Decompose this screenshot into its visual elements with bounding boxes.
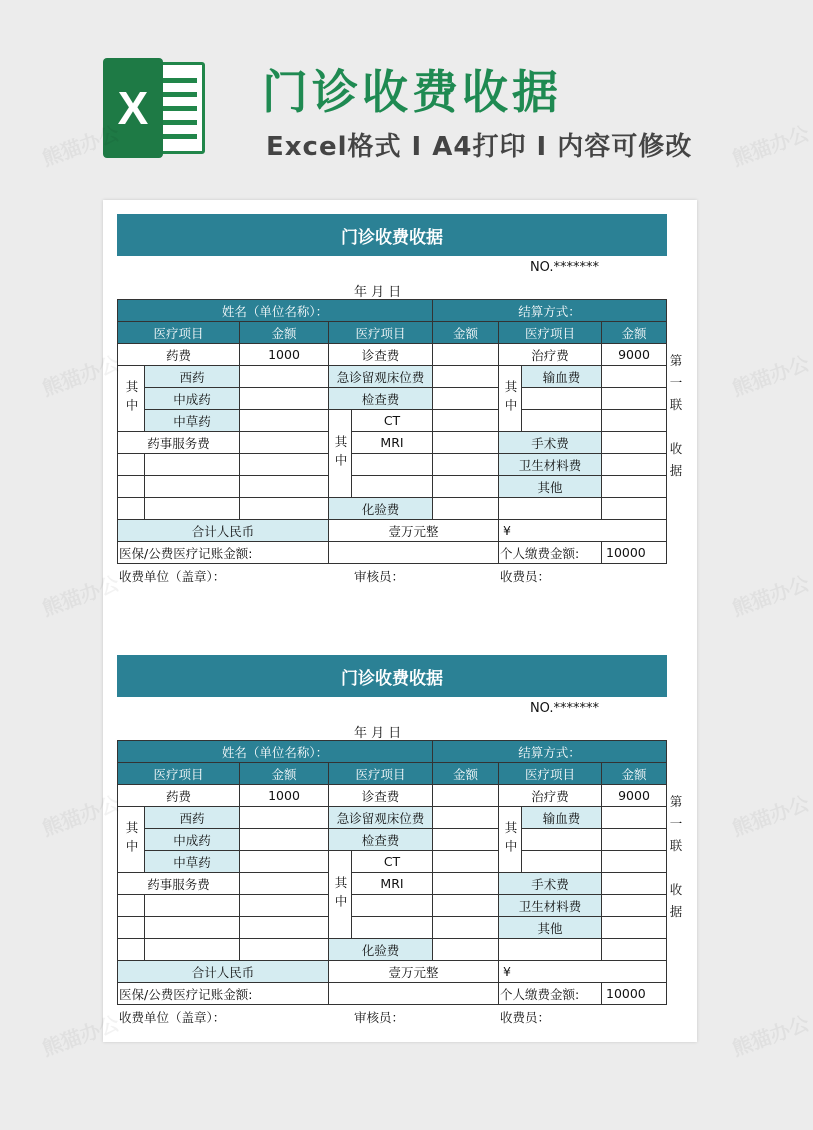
sub-label: 其中 bbox=[329, 851, 352, 939]
item-transfusion: 输血费 bbox=[522, 366, 602, 388]
amount-cell[interactable] bbox=[240, 895, 329, 917]
amount-cell[interactable] bbox=[240, 851, 329, 873]
footer-reviewer: 审核员： bbox=[354, 1010, 405, 1025]
item-surgery: 手术费 bbox=[499, 873, 602, 895]
col-header-item: 医疗项目 bbox=[329, 763, 433, 785]
amount-cell[interactable] bbox=[433, 895, 499, 917]
amount-cell[interactable] bbox=[240, 410, 329, 432]
col-header-amount: 金额 bbox=[602, 763, 667, 785]
total-chinese-amount[interactable]: 壹万元整 bbox=[329, 961, 499, 983]
empty-cell[interactable] bbox=[118, 498, 145, 520]
footer-reviewer: 审核员： bbox=[354, 569, 405, 584]
amount-cell[interactable] bbox=[240, 939, 329, 961]
amount-cell[interactable] bbox=[602, 410, 667, 432]
banner bbox=[0, 0, 800, 200]
empty-cell[interactable] bbox=[499, 498, 602, 520]
insurance-label: 医保/公费医疗记账金额: bbox=[118, 983, 329, 1005]
col-header-item: 医疗项目 bbox=[499, 763, 602, 785]
amount-cell[interactable] bbox=[433, 873, 499, 895]
receipt-title: 门诊收费收据 bbox=[117, 214, 667, 256]
footer-unit-seal: 收费单位（盖章）： bbox=[119, 1010, 226, 1025]
item-mri: MRI bbox=[352, 432, 433, 454]
amount-cell[interactable] bbox=[240, 476, 329, 498]
item-other: 其他 bbox=[499, 917, 602, 939]
amount-cell[interactable] bbox=[433, 432, 499, 454]
item-chinese-patent-medicine: 中成药 bbox=[145, 829, 240, 851]
watermark: 熊猫办公 bbox=[38, 570, 123, 621]
receipt-sheet bbox=[103, 200, 697, 1042]
total-label: 合计人民币 bbox=[118, 520, 329, 542]
item-ct: CT bbox=[352, 851, 433, 873]
insurance-amount[interactable] bbox=[329, 983, 499, 1005]
item-observation-bed: 急诊留观床位费 bbox=[329, 807, 433, 829]
empty-cell[interactable] bbox=[145, 498, 240, 520]
col-header-item: 医疗项目 bbox=[118, 322, 240, 344]
watermark: 熊猫办公 bbox=[38, 120, 123, 171]
empty-cell[interactable] bbox=[522, 851, 602, 873]
page-subtitle: Excel格式 I A4打印 I 内容可修改 bbox=[266, 132, 693, 162]
amount-cell[interactable] bbox=[240, 807, 329, 829]
amount-cell[interactable] bbox=[240, 432, 329, 454]
amount-cell[interactable] bbox=[240, 829, 329, 851]
amount-cell[interactable] bbox=[433, 410, 499, 432]
amount-cell[interactable] bbox=[602, 366, 667, 388]
item-ct: CT bbox=[352, 410, 433, 432]
empty-cell[interactable] bbox=[118, 917, 145, 939]
receipt-table bbox=[117, 299, 667, 564]
empty-cell[interactable] bbox=[145, 454, 240, 476]
self-pay-label: 个人缴费金额: bbox=[499, 983, 602, 1005]
empty-cell[interactable] bbox=[522, 410, 602, 432]
empty-cell[interactable] bbox=[352, 454, 433, 476]
col-header-item: 医疗项目 bbox=[329, 322, 433, 344]
item-pharmacy-service: 药事服务费 bbox=[118, 432, 240, 454]
amount-cell[interactable] bbox=[433, 498, 499, 520]
amount-cell[interactable] bbox=[240, 388, 329, 410]
watermark: 熊猫办公 bbox=[38, 1010, 123, 1061]
empty-cell[interactable] bbox=[118, 895, 145, 917]
name-field[interactable]: 姓名（单位名称）： bbox=[118, 300, 433, 322]
amount-cell[interactable] bbox=[240, 366, 329, 388]
total-yen-amount[interactable]: ¥ bbox=[499, 520, 667, 542]
empty-cell[interactable] bbox=[145, 939, 240, 961]
total-yen-amount[interactable]: ¥ bbox=[499, 961, 667, 983]
amount-cell[interactable] bbox=[602, 829, 667, 851]
amount-cell[interactable] bbox=[240, 873, 329, 895]
item-consultation: 诊查费 bbox=[329, 785, 433, 807]
col-header-item: 医疗项目 bbox=[118, 763, 240, 785]
item-chinese-patent-medicine: 中成药 bbox=[145, 388, 240, 410]
empty-cell[interactable] bbox=[118, 939, 145, 961]
amount-cell[interactable] bbox=[433, 939, 499, 961]
item-materials: 卫生材料费 bbox=[499, 895, 602, 917]
amount-cell[interactable] bbox=[433, 454, 499, 476]
insurance-amount[interactable] bbox=[329, 542, 499, 564]
amount-cell[interactable] bbox=[602, 873, 667, 895]
col-header-amount: 金额 bbox=[602, 322, 667, 344]
amount-cell[interactable] bbox=[433, 366, 499, 388]
watermark: 熊猫办公 bbox=[728, 570, 813, 621]
amount-cell[interactable] bbox=[602, 454, 667, 476]
amount-cell[interactable] bbox=[602, 498, 667, 520]
amount-cell[interactable] bbox=[602, 917, 667, 939]
excel-icon bbox=[103, 58, 207, 158]
empty-cell[interactable] bbox=[145, 917, 240, 939]
amount-cell[interactable] bbox=[602, 388, 667, 410]
receipt-block-2 bbox=[117, 655, 683, 1035]
amount-cell[interactable] bbox=[602, 851, 667, 873]
footer-unit-seal: 收费单位（盖章）： bbox=[119, 569, 226, 584]
item-herbal-medicine: 中草药 bbox=[145, 410, 240, 432]
excel-logo-letter: X bbox=[103, 58, 163, 158]
amount-cell[interactable] bbox=[240, 917, 329, 939]
receipt-number: NO.******* bbox=[529, 701, 599, 716]
item-materials: 卫生材料费 bbox=[499, 454, 602, 476]
item-western-medicine: 西药 bbox=[145, 807, 240, 829]
amount-cell[interactable] bbox=[602, 895, 667, 917]
amount-cell[interactable] bbox=[240, 498, 329, 520]
amount-cell[interactable] bbox=[433, 388, 499, 410]
item-treatment: 治疗费 bbox=[499, 785, 602, 807]
item-herbal-medicine: 中草药 bbox=[145, 851, 240, 873]
watermark: 熊猫办公 bbox=[728, 790, 813, 841]
amount-cell[interactable] bbox=[433, 807, 499, 829]
empty-cell[interactable] bbox=[145, 895, 240, 917]
empty-cell[interactable] bbox=[352, 895, 433, 917]
amount-cell[interactable] bbox=[602, 476, 667, 498]
settlement-field[interactable]: 结算方式： bbox=[433, 300, 667, 322]
item-medicine: 药费 bbox=[118, 344, 240, 366]
self-pay-amount[interactable]: 10000 bbox=[602, 542, 667, 564]
item-treatment: 治疗费 bbox=[499, 344, 602, 366]
watermark: 熊猫办公 bbox=[728, 1010, 813, 1061]
empty-cell[interactable] bbox=[352, 917, 433, 939]
item-western-medicine: 西药 bbox=[145, 366, 240, 388]
item-examination: 检查费 bbox=[329, 829, 433, 851]
col-header-amount: 金额 bbox=[240, 763, 329, 785]
amount-medicine[interactable]: 1000 bbox=[240, 344, 329, 366]
sub-label: 其中 bbox=[118, 366, 145, 432]
item-examination: 检查费 bbox=[329, 388, 433, 410]
empty-cell[interactable] bbox=[118, 476, 145, 498]
self-pay-amount[interactable]: 10000 bbox=[602, 983, 667, 1005]
item-observation-bed: 急诊留观床位费 bbox=[329, 366, 433, 388]
amount-cell[interactable] bbox=[433, 829, 499, 851]
settlement-field[interactable]: 结算方式： bbox=[433, 741, 667, 763]
footer-collector: 收费员： bbox=[500, 569, 551, 584]
sub-label: 其中 bbox=[499, 807, 522, 873]
empty-cell[interactable] bbox=[499, 939, 602, 961]
item-lab-test: 化验费 bbox=[329, 939, 433, 961]
footer-collector: 收费员： bbox=[500, 1010, 551, 1025]
item-other: 其他 bbox=[499, 476, 602, 498]
receipt-table bbox=[117, 740, 667, 1005]
item-consultation: 诊查费 bbox=[329, 344, 433, 366]
receipt-number: NO.******* bbox=[529, 260, 599, 275]
amount-treatment[interactable]: 9000 bbox=[602, 344, 667, 366]
col-header-amount: 金额 bbox=[433, 763, 499, 785]
receipt-title: 门诊收费收据 bbox=[117, 655, 667, 697]
empty-cell[interactable] bbox=[522, 829, 602, 851]
amount-treatment[interactable]: 9000 bbox=[602, 785, 667, 807]
item-surgery: 手术费 bbox=[499, 432, 602, 454]
amount-cell[interactable] bbox=[433, 917, 499, 939]
copy-label: 第 一 联 收 据 bbox=[669, 353, 683, 478]
item-lab-test: 化验费 bbox=[329, 498, 433, 520]
receipt-date: 年 月 日 bbox=[354, 726, 402, 741]
col-header-item: 医疗项目 bbox=[499, 322, 602, 344]
name-field[interactable]: 姓名（单位名称）： bbox=[118, 741, 433, 763]
watermark: 熊猫办公 bbox=[38, 350, 123, 401]
amount-cell[interactable] bbox=[602, 939, 667, 961]
self-pay-label: 个人缴费金额: bbox=[499, 542, 602, 564]
receipt-date: 年 月 日 bbox=[354, 285, 402, 300]
amount-cell[interactable] bbox=[240, 454, 329, 476]
sub-label: 其中 bbox=[499, 366, 522, 432]
col-header-amount: 金额 bbox=[433, 322, 499, 344]
receipt-block-1 bbox=[117, 214, 683, 594]
total-label: 合计人民币 bbox=[118, 961, 329, 983]
sub-label: 其中 bbox=[329, 410, 352, 498]
empty-cell[interactable] bbox=[145, 476, 240, 498]
amount-cell[interactable] bbox=[602, 432, 667, 454]
col-header-amount: 金额 bbox=[240, 322, 329, 344]
amount-cell[interactable] bbox=[433, 851, 499, 873]
item-medicine: 药费 bbox=[118, 785, 240, 807]
item-mri: MRI bbox=[352, 873, 433, 895]
amount-cell[interactable] bbox=[433, 785, 499, 807]
copy-label: 第 一 联 收 据 bbox=[669, 794, 683, 919]
sub-label: 其中 bbox=[118, 807, 145, 873]
empty-cell[interactable] bbox=[352, 476, 433, 498]
watermark: 熊猫办公 bbox=[728, 350, 813, 401]
amount-cell[interactable] bbox=[433, 344, 499, 366]
item-pharmacy-service: 药事服务费 bbox=[118, 873, 240, 895]
empty-cell[interactable] bbox=[118, 454, 145, 476]
watermark: 熊猫办公 bbox=[728, 120, 813, 171]
empty-cell[interactable] bbox=[522, 388, 602, 410]
watermark: 熊猫办公 bbox=[38, 790, 123, 841]
amount-medicine[interactable]: 1000 bbox=[240, 785, 329, 807]
page-title: 门诊收费收据 bbox=[262, 65, 562, 119]
item-transfusion: 输血费 bbox=[522, 807, 602, 829]
amount-cell[interactable] bbox=[602, 807, 667, 829]
total-chinese-amount[interactable]: 壹万元整 bbox=[329, 520, 499, 542]
insurance-label: 医保/公费医疗记账金额: bbox=[118, 542, 329, 564]
amount-cell[interactable] bbox=[433, 476, 499, 498]
